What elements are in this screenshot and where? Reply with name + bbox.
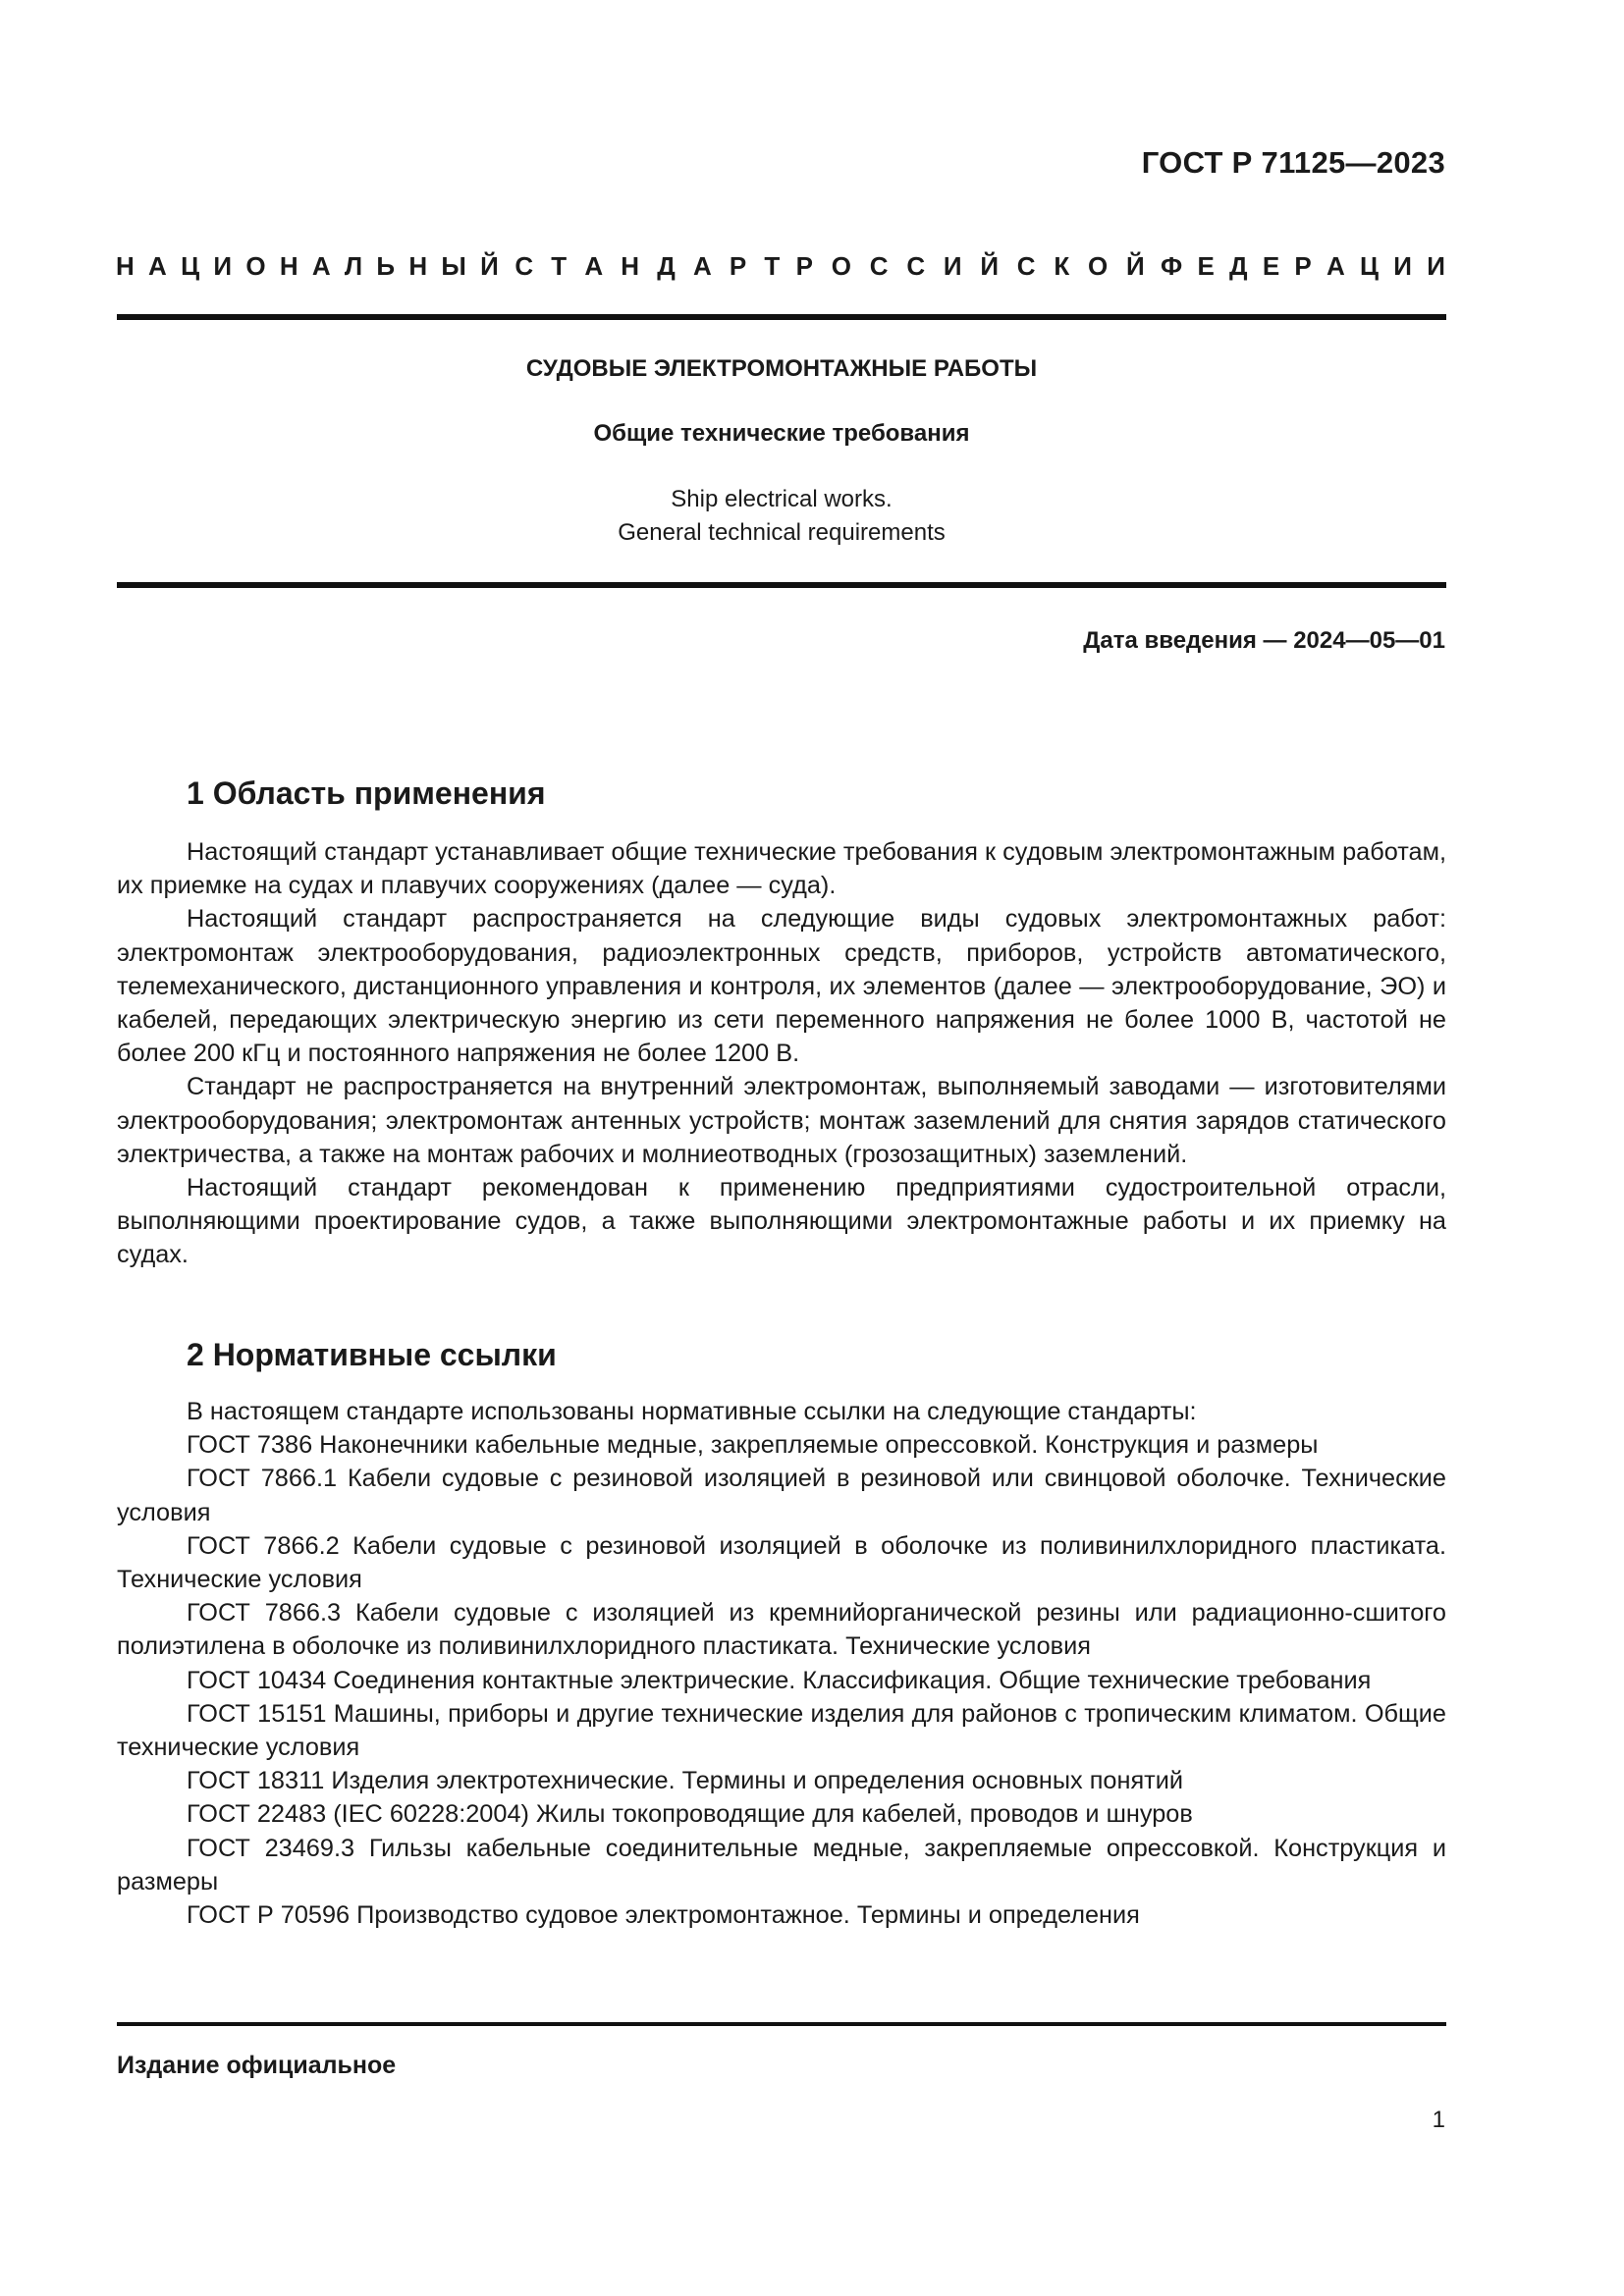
banner-letter: К — [1054, 251, 1070, 281]
title-divider — [117, 582, 1446, 588]
banner-letter: Н — [408, 251, 428, 281]
banner-letter: Н — [621, 251, 640, 281]
banner-letter: Н — [116, 251, 135, 281]
reference-item: ГОСТ 7866.1 Кабели судовые с резиновой изоляцией в резиновой или свинцовой оболочке. Технические условия — [117, 1465, 1446, 1526]
banner-word — [116, 251, 499, 282]
banner-letter: О — [245, 251, 266, 281]
banner-letter: С — [514, 251, 534, 281]
banner-letter: Р — [795, 251, 813, 281]
banner-letter: А — [692, 251, 712, 281]
section-body-scope — [117, 835, 1446, 1272]
document-subtitle: Общие технические требования — [593, 420, 970, 447]
reference-item: ГОСТ 7386 Наконечники кабельные медные, закрепляемые опрессовкой. Конструкция и размеры — [187, 1431, 1319, 1460]
edition-label: Издание официальное — [117, 2052, 397, 2079]
section-heading-scope: 1 Область применения — [187, 775, 546, 811]
banner-letter: Й — [1125, 251, 1145, 281]
banner-letter: А — [311, 251, 331, 281]
banner-letter: Т — [764, 251, 781, 281]
banner-letter: Й — [980, 251, 999, 281]
banner-letter: Ы — [441, 251, 466, 281]
english-title-line-1: Ship electrical works. — [671, 486, 893, 512]
reference-item: ГОСТ 22483 (IEC 60228:2004) Жилы токопроводящие для кабелей, проводов и шнуров — [187, 1800, 1193, 1829]
banner-letter: Е — [1197, 251, 1215, 281]
banner-letter: Д — [1229, 251, 1248, 281]
banner-letter: Е — [1262, 251, 1280, 281]
banner-letter: А — [584, 251, 604, 281]
banner-letter: Ц — [181, 251, 200, 281]
banner-letter: Н — [279, 251, 298, 281]
banner-letter: И — [1427, 251, 1445, 281]
top-divider — [117, 314, 1446, 320]
banner-letter: Ь — [376, 251, 396, 281]
paragraph: Стандарт не распространяется на внутренний электромонтаж, выполняемый заводами — изготовителями электрооборудования; электромонтаж антенных устройств; монтаж заземлений для снятия зарядов статического электричества, а также на монтаж рабочих и молниеотводных (грозозащитных) заземлений. — [117, 1073, 1446, 1168]
banner-letter: О — [831, 251, 851, 281]
document-title: СУДОВЫЕ ЭЛЕКТРОМОНТАЖНЫЕ РАБОТЫ — [525, 355, 1038, 382]
english-title-line-2: General technical requirements — [618, 519, 946, 546]
banner-letter: И — [1393, 251, 1412, 281]
banner-letter: Ф — [1160, 251, 1183, 281]
reference-item: ГОСТ Р 70596 Производство судовое электромонтажное. Термины и определения — [187, 1901, 1140, 1930]
paragraph: Настоящий стандарт распространяется на следующие виды судовых электромонтажных работ: электромонтаж электрооборудования, радиоэлектронных средств, приборов, устройств автоматического, телемеханического, дистанционного управления и контроля, их элементов (далее — электрооборудование, ЭО) и кабелей, передающих электрическую энергию из сети переменного напряжения не более 1000 В, частотой не более 200 кГц и постоянного напряжения не более 1200 В. — [117, 905, 1446, 1068]
banner-letter: Ц — [1360, 251, 1380, 281]
banner-letter: А — [1326, 251, 1345, 281]
paragraph: В настоящем стандарте использованы нормативные ссылки на следующие стандарты: — [187, 1398, 1197, 1425]
banner-letter: А — [148, 251, 167, 281]
banner-letter: С — [1016, 251, 1036, 281]
banner-letter: Д — [657, 251, 676, 281]
footer-divider — [117, 2022, 1446, 2026]
banner-letter: И — [213, 251, 233, 281]
reference-item: ГОСТ 18311 Изделия электротехнические. Термины и определения основных понятий — [187, 1767, 1184, 1795]
banner-word — [1161, 251, 1445, 282]
national-standard-banner — [116, 251, 1445, 282]
banner-letter: Р — [1294, 251, 1312, 281]
paragraph: Настоящий стандарт устанавливает общие технические требования к судовым электромонтажным работам, их приемке на судах и плавучих сооружениях (далее — суда). — [117, 838, 1446, 900]
banner-letter: Л — [344, 251, 363, 281]
banner-letter: С — [906, 251, 926, 281]
introduction-date: Дата введения — 2024—05—01 — [1083, 627, 1445, 654]
reference-item: ГОСТ 23469.3 Гильзы кабельные соединительные медные, закрепляемые опрессовкой. Конструкция и размеры — [117, 1834, 1446, 1896]
reference-item: ГОСТ 7866.2 Кабели судовые с резиновой изоляцией в оболочке из поливинилхлоридного пластиката. Технические условия — [117, 1531, 1446, 1594]
page-number: 1 — [1432, 2107, 1445, 2133]
reference-item: ГОСТ 10434 Соединения контактные электрические. Классификация. Общие технические требования — [187, 1666, 1372, 1694]
reference-item: ГОСТ 7866.3 Кабели судовые с изоляцией из кремнийорганической резины или радиационно-сшитого полиэтилена в оболочке из поливинилхлоридного пластиката. Технические условия — [117, 1599, 1446, 1661]
reference-item: ГОСТ 15151 Машины, приборы и другие технические изделия для районов с тропическим климатом. Общие технические условия — [117, 1699, 1446, 1762]
document-number: ГОСТ Р 71125—2023 — [1141, 145, 1445, 180]
english-title — [117, 483, 1446, 550]
banner-letter: Р — [729, 251, 747, 281]
banner-letter: Т — [551, 251, 568, 281]
banner-letter: О — [1087, 251, 1109, 281]
banner-word — [796, 251, 1145, 282]
paragraph: Настоящий стандарт рекомендован к применению предприятиями судостроительной отрасли, выполняющими проектирование судов, а также выполняющими электромонтажные работы и их приемку на судах. — [117, 1174, 1446, 1269]
banner-letter: С — [869, 251, 889, 281]
banner-letter: Й — [480, 251, 499, 281]
banner-letter: И — [943, 251, 962, 281]
section-heading-normative-references: 2 Нормативные ссылки — [187, 1337, 557, 1372]
banner-word — [514, 251, 780, 282]
section-body-normative-references — [117, 1395, 1446, 1932]
